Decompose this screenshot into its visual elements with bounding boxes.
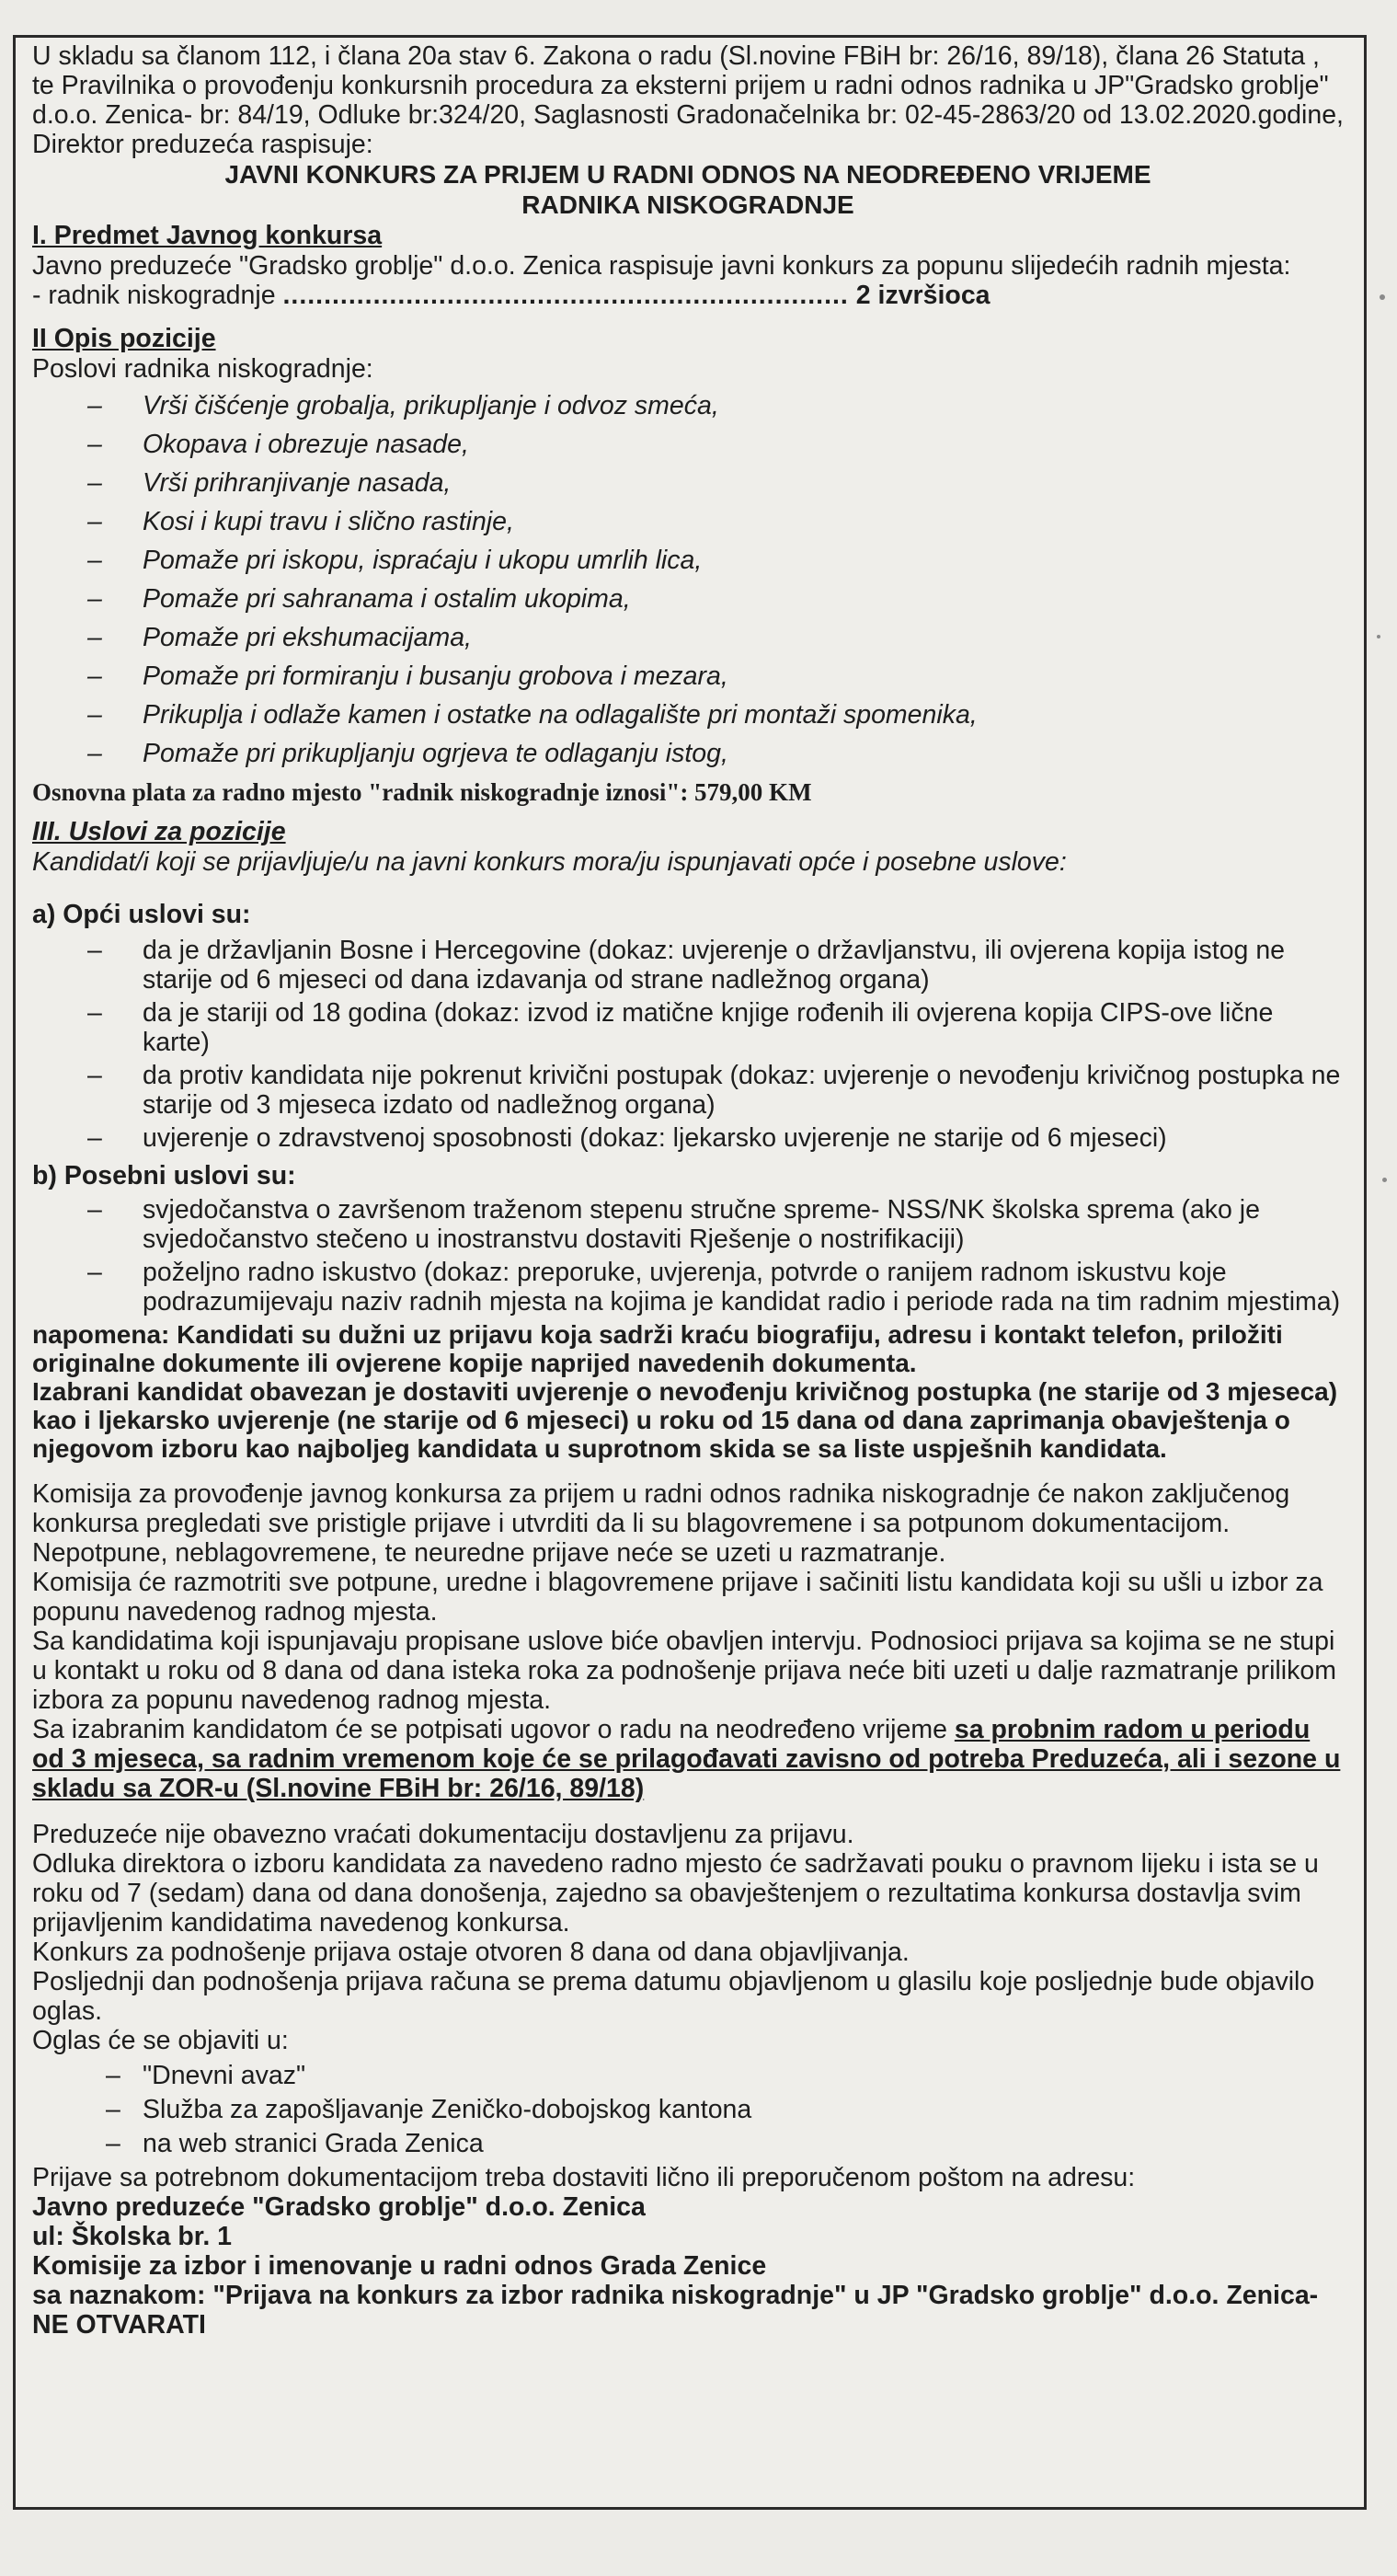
media-item: – na web stranici Grada Zenica	[106, 2129, 484, 2158]
salary-line: Osnovna plata za radno mjesto "radnik niskogradnje iznosi": 579,00 KM	[32, 778, 812, 806]
section-heading-conditions: III. Uslovi za pozicije	[32, 817, 286, 846]
media-item: – Služba za zapošljavanje Zeničko-dobojskog kantona	[106, 2095, 752, 2124]
duties-intro: Poslovi radnika niskogradnje:	[32, 354, 373, 384]
address-line-marking: sa naznakom: "Prijava na konkurs za izbor radnika niskogradnje" u JP "Gradsko groblje" d.o.o. Zenica- NE OTVARATI	[32, 2281, 1319, 2340]
duty-item: – Kosi i kupi travu i slično rastinje,	[87, 507, 514, 536]
commission-text: Nepotpune, neblagovremene, te neuredne prijave neće se uzeti u razmatranje.	[32, 1538, 946, 1568]
duty-item: – Okopava i obrezuje nasade,	[87, 430, 469, 459]
duty-item: – Pomaže pri formiranju i busanju grobova i mezara,	[87, 661, 728, 691]
address-line-company: Javno preduzeće "Gradsko groblje" d.o.o. Zenica	[32, 2192, 646, 2222]
print-speck	[1377, 635, 1380, 638]
commission-text: Komisija će razmotriti sve potpune, uredne i blagovremene prijave i sačiniti listu kandidata koji su ušli u izbor za popunu navedenog radnog mjesta.	[32, 1568, 1323, 1627]
note-paragraph: napomena: Kandidati su dužni uz prijavu koja sadrži kraću biografiju, adresu i kontakt telefon, priložiti originalne dokumente ili ovjerene kopije naprijed navedenih dokumenta.	[32, 1320, 1283, 1377]
job-announcement-box	[13, 35, 1367, 2510]
condition-item: – uvjerenje o zdravstvenoj sposobnosti (dokaz: ljekarsko uvjerenje ne starije od 6 mjeseci)	[87, 1123, 1167, 1153]
commission-text: Komisija za provođenje javnog konkursa za prijem u radni odnos radnika niskogradnje će nakon zaključenog konkursa pregledati sve pristigle prijave i utvrditi da li su blagovremene i sa potpunom dokumentacijom.	[32, 1479, 1290, 1538]
legal-basis-paragraph: U skladu sa članom 112, i člana 20a stav 6. Zakona o radu (Sl.novine FBiH br: 26/16, 89/18), člana 26 Statuta , te Pravilnika o provođenju konkursnih procedura za eksterni prijem u radni odnos radnika u JP"Gradsko groblje" d.o.o. Zenica- br: 84/19, Odluke br:324/20, Saglasnosti Gradonačelnika br: 02-45-2863/20 od 13.02.2020.godine, Direktor preduzeća raspisuje:	[32, 41, 1344, 159]
publish-intro: Oglas će se objaviti u:	[32, 2026, 289, 2055]
closing-text: Posljednji dan podnošenja prijava računa se prema datumu objavljenom u glasilu koje posljednje bude objavilo oglas.	[32, 1967, 1315, 2026]
address-line-commission: Komisije za izbor i imenovanje u radni odnos Grada Zenice	[32, 2251, 767, 2281]
general-conditions-heading: a) Opći uslovi su:	[32, 900, 251, 929]
subject-text: Javno preduzeće "Gradsko groblje" d.o.o. Zenica raspisuje javni konkurs za popunu slijedećih radnih mjesta:	[32, 251, 1291, 281]
special-conditions-list	[32, 1195, 1344, 1317]
duty-item: – Pomaže pri ekshumacijama,	[87, 623, 472, 652]
position-line	[32, 281, 1344, 310]
commission-block	[32, 1479, 1344, 1803]
duty-item: – Pomaže pri iskopu, ispraćaju i ukopu umrlih lica,	[87, 546, 703, 575]
position-count: 2 izvršioca	[855, 281, 990, 310]
position-leader-dots: .....................................................................	[282, 281, 849, 310]
publish-media-list	[32, 2061, 1344, 2158]
contract-text: Sa izabranim kandidatom će se potpisati ugovor o radu na neodređeno vrijeme	[32, 1715, 947, 1744]
condition-item: – poželjno radno iskustvo (dokaz: preporuke, uvjerenja, potvrde o ranijem radnom iskustvu koje podrazumijevaju naziv radnih mjesta na kojima je kandidat radio i periode rada na tim radnim mjestima)	[87, 1258, 1341, 1317]
print-speck	[1380, 294, 1385, 300]
conditions-intro: Kandidat/i koji se prijavljuje/u na javni konkurs mora/ju ispunjavati opće i posebne uslove:	[32, 847, 1067, 877]
section-heading-description: II Opis pozicije	[32, 324, 216, 353]
closing-text: Odluka direktora o izboru kandidata za navedeno radno mjesto će sadržavati pouku o pravnom lijeku i ista se u roku od 7 (sedam) dana od dana donošenja, zajedno sa obavještenjem o rezultatima konkursa dostavlja svim prijavljenim kandidatima navedenog konkursa.	[32, 1849, 1319, 1938]
closing-text: Preduzeće nije obavezno vraćati dokumentaciju dostavljenu za prijavu.	[32, 1820, 854, 1849]
address-line-street: ul: Školska br. 1	[32, 2222, 233, 2251]
address-intro: Prijave sa potrebnom dokumentacijom treba dostaviti lično ili preporučenom poštom na adresu:	[32, 2163, 1136, 2192]
selected-candidate-paragraph: Izabrani kandidat obavezan je dostaviti uvjerenje o nevođenju krivičnog postupka (ne starije od 3 mjeseca) kao i ljekarsko uvjerenje (ne starije od 6 mjeseci) u roku od 15 dana od dana zaprimanja obavještenja o njegovom izboru kao najboljeg kandidata u suprotnom skida se sa liste uspješnih kandidata.	[32, 1377, 1338, 1463]
announcement-title-line-1: JAVNI KONKURS ZA PRIJEM U RADNI ODNOS NA NEODREĐENO VRIJEME	[224, 160, 1151, 189]
duty-item: – Pomaže pri sahranama i ostalim ukopima,	[87, 584, 631, 614]
announcement-title-line-2: RADNIKA NISKOGRADNJE	[521, 190, 854, 219]
duty-item: – Vrši čišćenje grobalja, prikupljanje i odvoz smeća,	[87, 391, 719, 420]
duty-item: – Prikuplja i odlaže kamen i ostatke na odlagalište pri montaži spomenika,	[87, 700, 978, 730]
probation-terms: sa probnim radom u periodu od 3 mjeseca, sa radnim vremenom koje će se prilagođavati zavisno od potreba Preduzeća, ali i sezone u skladu sa ZOR-u (Sl.novine FBiH br: 26/16, 89/18)	[32, 1715, 1341, 1803]
position-name: - radnik niskogradnje	[32, 281, 276, 310]
media-item: – "Dnevni avaz"	[106, 2061, 306, 2090]
general-conditions-list	[32, 936, 1344, 1153]
duties-list	[32, 391, 1344, 768]
closing-block	[32, 1820, 1344, 2026]
closing-text: Konkurs za podnošenje prijava ostaje otvoren 8 dana od dana objavljivanja.	[32, 1938, 910, 1967]
contract-paragraph	[32, 1715, 1344, 1803]
section-heading-subject: I. Predmet Javnog konkursa	[32, 221, 383, 250]
condition-item: – da protiv kandidata nije pokrenut krivični postupak (dokaz: uvjerenje o nevođenju krivičnog postupka ne starije od 3 mjeseca izdato od nadležnog organa)	[87, 1061, 1341, 1120]
condition-item: – da je stariji od 18 godina (dokaz: izvod iz matične knjige rođenih ili ovjerena kopija CIPS-ove lične karte)	[87, 998, 1274, 1057]
print-speck	[1382, 1178, 1387, 1182]
duty-item: – Pomaže pri prikupljanju ogrjeva te odlaganju istog,	[87, 739, 728, 768]
special-conditions-heading: b) Posebni uslovi su:	[32, 1161, 296, 1190]
commission-text: Sa kandidatima koji ispunjavaju propisane uslove biće obavljen intervju. Podnosioci prijava sa kojima se ne stupi u kontakt u roku od 8 dana od dana isteka roka za podnošenje prijava neće biti uzeti u dalje razmatranje prilikom izbora za popunu navedenog radnog mjesta.	[32, 1627, 1336, 1715]
condition-item: – da je državljanin Bosne i Hercegovine (dokaz: uvjerenje o državljanstvu, ili ovjerena kopija istog ne starije od 6 mjeseci od dana izdavanja od strane nadležnog organa)	[87, 936, 1286, 995]
duty-item: – Vrši prihranjivanje nasada,	[87, 468, 452, 498]
condition-item: – svjedočanstva o završenom traženom stepenu stručne spreme- NSS/NK školska sprema (ako je svjedočanstvo stečeno u inostranstvu dostaviti Rješenje o nostrifikaciji)	[87, 1195, 1260, 1254]
